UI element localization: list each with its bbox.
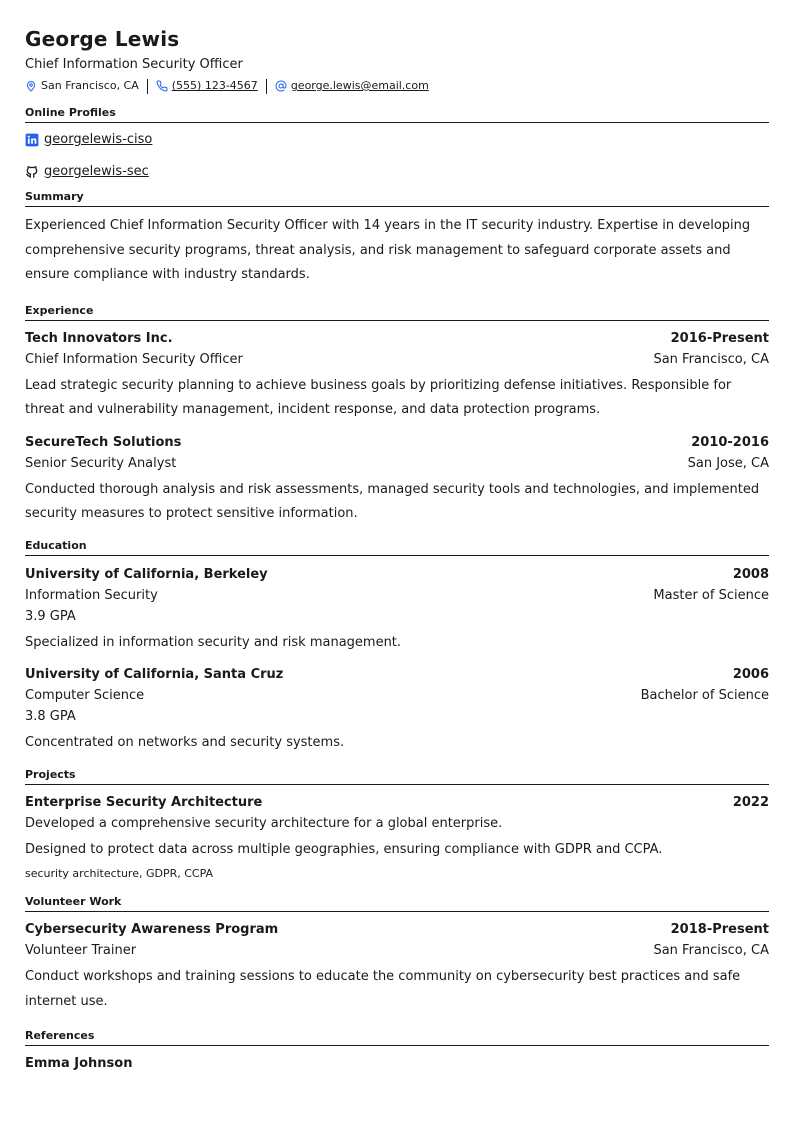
experience-entry <box>25 328 769 423</box>
date-range: 2016-Present <box>670 330 769 346</box>
resume-page <box>25 24 769 1074</box>
references-section <box>25 1028 769 1074</box>
section-title-experience: Experience <box>25 303 769 321</box>
date-range: 2010-2016 <box>691 434 769 450</box>
graduation-date: 2006 <box>732 667 769 682</box>
profile-github <box>25 156 769 188</box>
project-name: Enterprise Security Architecture <box>25 794 263 810</box>
volunteer-section <box>25 894 769 1014</box>
volunteer-summary: Conduct workshops and training sessions to educate the community on cybersecurity best practices and safe internet use. <box>25 969 741 1009</box>
location-text: San Francisco, CA <box>41 79 139 92</box>
reference-entry <box>25 1053 769 1074</box>
volunteer-entry-subhead <box>25 940 769 961</box>
organization-name: Cybersecurity Awareness Program <box>25 922 279 937</box>
contact-email <box>275 77 429 95</box>
volunteer-entry-head <box>25 919 769 940</box>
experience-summary: Conducted thorough analysis and risk assessments, managed security tools and technologies, and implemented security measures to protect sensitive information. <box>25 481 760 521</box>
section-title-projects: Projects <box>25 767 769 785</box>
contact-location <box>25 77 139 95</box>
degree-type: Bachelor of Science <box>640 688 769 703</box>
contact-divider <box>147 79 148 94</box>
phone-link[interactable]: (555) 123-4567 <box>171 79 258 92</box>
experience-entry-subhead <box>25 453 769 474</box>
volunteer-entry <box>25 919 769 1014</box>
company-name: SecureTech Solutions <box>25 434 182 450</box>
institution-name: University of California, Santa Cruz <box>25 667 284 682</box>
experience-entry-subhead <box>25 349 769 370</box>
position-title: Chief Information Security Officer <box>25 351 243 367</box>
profile-linkedin <box>25 124 769 156</box>
graduation-date: 2008 <box>732 566 769 582</box>
section-title-references: References <box>25 1028 769 1046</box>
job-location: San Francisco, CA <box>653 351 769 367</box>
job-location: San Jose, CA <box>687 455 769 471</box>
project-entry <box>25 792 769 884</box>
education-entry-subhead <box>25 585 769 606</box>
volunteer-position: Volunteer Trainer <box>25 943 137 958</box>
reference-name: Emma Johnson <box>25 1056 133 1071</box>
education-summary: Specialized in information security and risk management. <box>25 634 402 650</box>
at-sign-icon <box>275 80 287 92</box>
reference-entry-head <box>25 1053 769 1074</box>
linkedin-icon <box>25 133 39 147</box>
education-section <box>25 538 769 756</box>
summary-section <box>25 189 769 288</box>
position-title: Senior Security Analyst <box>25 455 177 471</box>
experience-entry-head <box>25 328 769 349</box>
gpa-score: 3.8 GPA <box>25 709 76 724</box>
phone-icon <box>156 80 168 92</box>
gpa-score: 3.9 GPA <box>25 608 76 624</box>
contact-divider <box>266 79 267 94</box>
project-date: 2022 <box>732 794 769 810</box>
experience-section <box>25 303 769 527</box>
experience-entry <box>25 432 769 527</box>
projects-section <box>25 767 769 884</box>
map-pin-icon <box>25 80 37 92</box>
section-title-summary: Summary <box>25 189 769 207</box>
degree-type: Master of Science <box>653 587 769 603</box>
section-title-education: Education <box>25 538 769 556</box>
section-title-volunteer: Volunteer Work <box>25 894 769 912</box>
education-entry <box>25 664 769 756</box>
company-name: Tech Innovators Inc. <box>25 330 173 346</box>
institution-name: University of California, Berkeley <box>25 566 268 582</box>
project-description: Developed a comprehensive security architecture for a global enterprise. <box>25 815 503 831</box>
experience-entry-head <box>25 432 769 453</box>
candidate-name: George Lewis <box>25 27 180 51</box>
resume-header <box>25 24 769 95</box>
education-entry <box>25 564 769 656</box>
study-area: Computer Science <box>25 688 145 703</box>
github-icon <box>25 165 39 179</box>
profiles-section <box>25 105 769 188</box>
project-entry-head <box>25 792 769 813</box>
education-entry-head <box>25 564 769 585</box>
contact-phone <box>156 77 258 95</box>
section-title-profiles: Online Profiles <box>25 105 769 123</box>
experience-summary: Lead strategic security planning to achieve business goals by prioritizing defense initiatives. Responsible for threat and vulnerability management, incident response, and data protection programs. <box>25 377 732 417</box>
candidate-headline: Chief Information Security Officer <box>25 57 243 72</box>
project-keywords: security architecture, GDPR, CCPA <box>25 867 214 880</box>
github-link[interactable]: georgelewis-sec <box>44 164 149 179</box>
volunteer-location: San Francisco, CA <box>653 943 769 958</box>
linkedin-link[interactable]: georgelewis-ciso <box>44 132 153 147</box>
project-summary: Designed to protect data across multiple geographies, ensuring compliance with GDPR and CCPA. <box>25 841 663 857</box>
email-link[interactable]: george.lewis@email.com <box>290 79 429 92</box>
education-summary: Concentrated on networks and security systems. <box>25 735 345 750</box>
education-entry-subhead <box>25 685 769 706</box>
date-range: 2018-Present <box>670 922 769 937</box>
summary-text: Experienced Chief Information Security Officer with 14 years in the IT security industry. Expertise in developing comprehensive security programs, threat analysis, and risk management to safeguard corporate assets and ensure compliance with industry standards. <box>25 218 751 282</box>
contact-row <box>25 77 769 95</box>
education-entry-head <box>25 664 769 685</box>
study-area: Information Security <box>25 587 158 603</box>
